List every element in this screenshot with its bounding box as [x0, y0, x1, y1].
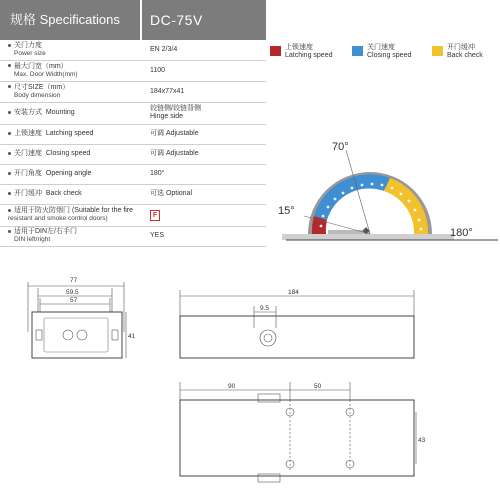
spec-value: YES	[150, 232, 165, 239]
dim-77: 77	[70, 277, 78, 284]
spec-row	[0, 184, 266, 205]
bullet-icon	[8, 152, 11, 155]
closing-speed-swatch	[352, 46, 363, 56]
fire-rating-icon: F	[150, 210, 160, 221]
spec-label-en: DIN left/right	[14, 236, 51, 243]
angle-180-label: 180°	[450, 227, 473, 239]
dim-50: 50	[314, 383, 322, 390]
spec-label-zh: 尺寸SIZE（mm）	[14, 83, 70, 91]
spec-header-title: 规格 Specifications	[0, 0, 140, 40]
front-view-drawing	[170, 288, 420, 360]
dim-57: 57	[70, 297, 78, 304]
spec-value: 可选 Optional	[150, 190, 193, 197]
bullet-icon	[8, 230, 11, 233]
angle-15-label: 15°	[278, 205, 295, 217]
spec-value: 184x77x41	[150, 87, 185, 95]
dim-59-5: 59.5	[66, 289, 79, 296]
bullet-icon	[8, 111, 11, 114]
spec-value: 180°	[150, 170, 165, 177]
spec-label-zh: 适用于防火防烟门	[14, 207, 70, 214]
spec-value: 1100	[150, 66, 166, 74]
angle-70-label: 70°	[332, 141, 349, 153]
spec-label-zh: 开门角度	[14, 170, 42, 177]
spec-row	[0, 81, 266, 103]
spec-row	[0, 60, 266, 82]
opening-angle-diagram	[266, 130, 500, 260]
back-check-swatch	[432, 46, 443, 56]
spec-header-model: DC-75V	[142, 0, 266, 40]
spec-label-zh: 关门速度	[14, 150, 42, 157]
spec-label-zh: 最大门宽（mm）	[14, 62, 68, 70]
end-view-drawing	[0, 272, 150, 372]
dim-9-5: 9.5	[260, 305, 270, 312]
bullet-icon	[8, 64, 11, 67]
floor-bar	[282, 234, 454, 240]
bullet-icon	[8, 85, 11, 88]
spec-row	[0, 226, 266, 247]
spec-value: 可调 Adjustable	[150, 150, 199, 157]
spec-value: EN 2/3/4	[150, 46, 178, 53]
spec-row	[0, 164, 266, 185]
legend-item-latching: 上锁速度 Latching speed	[285, 44, 333, 59]
latching-speed-swatch	[270, 46, 281, 56]
spec-row	[0, 204, 266, 227]
spec-row	[0, 144, 266, 165]
bullet-icon	[8, 132, 11, 135]
dim-184: 184	[288, 289, 299, 296]
spec-label-zh: 安装方式	[14, 109, 42, 116]
dim-90: 90	[228, 383, 236, 390]
spec-label-en: Max. Door Width(mm)	[14, 70, 78, 78]
spec-label-en: Body dimension	[14, 91, 61, 99]
spec-label-en: Latching speed	[45, 130, 94, 137]
spec-label-zh: 上锁速度	[14, 130, 42, 137]
spec-row	[0, 102, 266, 125]
bullet-icon	[8, 172, 11, 175]
spec-value-secondary: Hinge side	[150, 113, 184, 120]
spec-row	[0, 40, 266, 61]
spec-value: 铰链侧/铰链背侧	[150, 105, 201, 112]
spec-label-en: Closing speed	[45, 150, 91, 157]
dim-41: 41	[128, 333, 136, 340]
mounting-plan-drawing	[170, 378, 430, 500]
spec-label-en: Opening angle	[45, 170, 92, 177]
legend-item-closing: 关门速度 Closing speed	[367, 44, 412, 59]
spec-label-zh: 适用于DIN左/右手门	[14, 228, 77, 235]
spec-label-en: Power size	[14, 50, 46, 57]
legend-item-backcheck: 开门缓冲 Back check	[447, 44, 483, 59]
spec-label-en: Back check	[45, 190, 82, 197]
spec-row	[0, 124, 266, 145]
dim-43: 43	[418, 437, 426, 444]
bullet-icon	[8, 192, 11, 195]
spec-label-zh: 关门力度	[14, 42, 42, 49]
spec-label-zh: 开门缓冲	[14, 190, 42, 197]
spec-value: 可调 Adjustable	[150, 130, 199, 137]
bullet-icon	[8, 44, 11, 47]
spec-label-en-2: resistant and smoke control doors)	[8, 215, 108, 222]
spec-label-en: Mounting	[45, 109, 75, 116]
bullet-icon	[8, 209, 11, 212]
spec-label-en: (Suitable for the fire	[71, 207, 134, 214]
